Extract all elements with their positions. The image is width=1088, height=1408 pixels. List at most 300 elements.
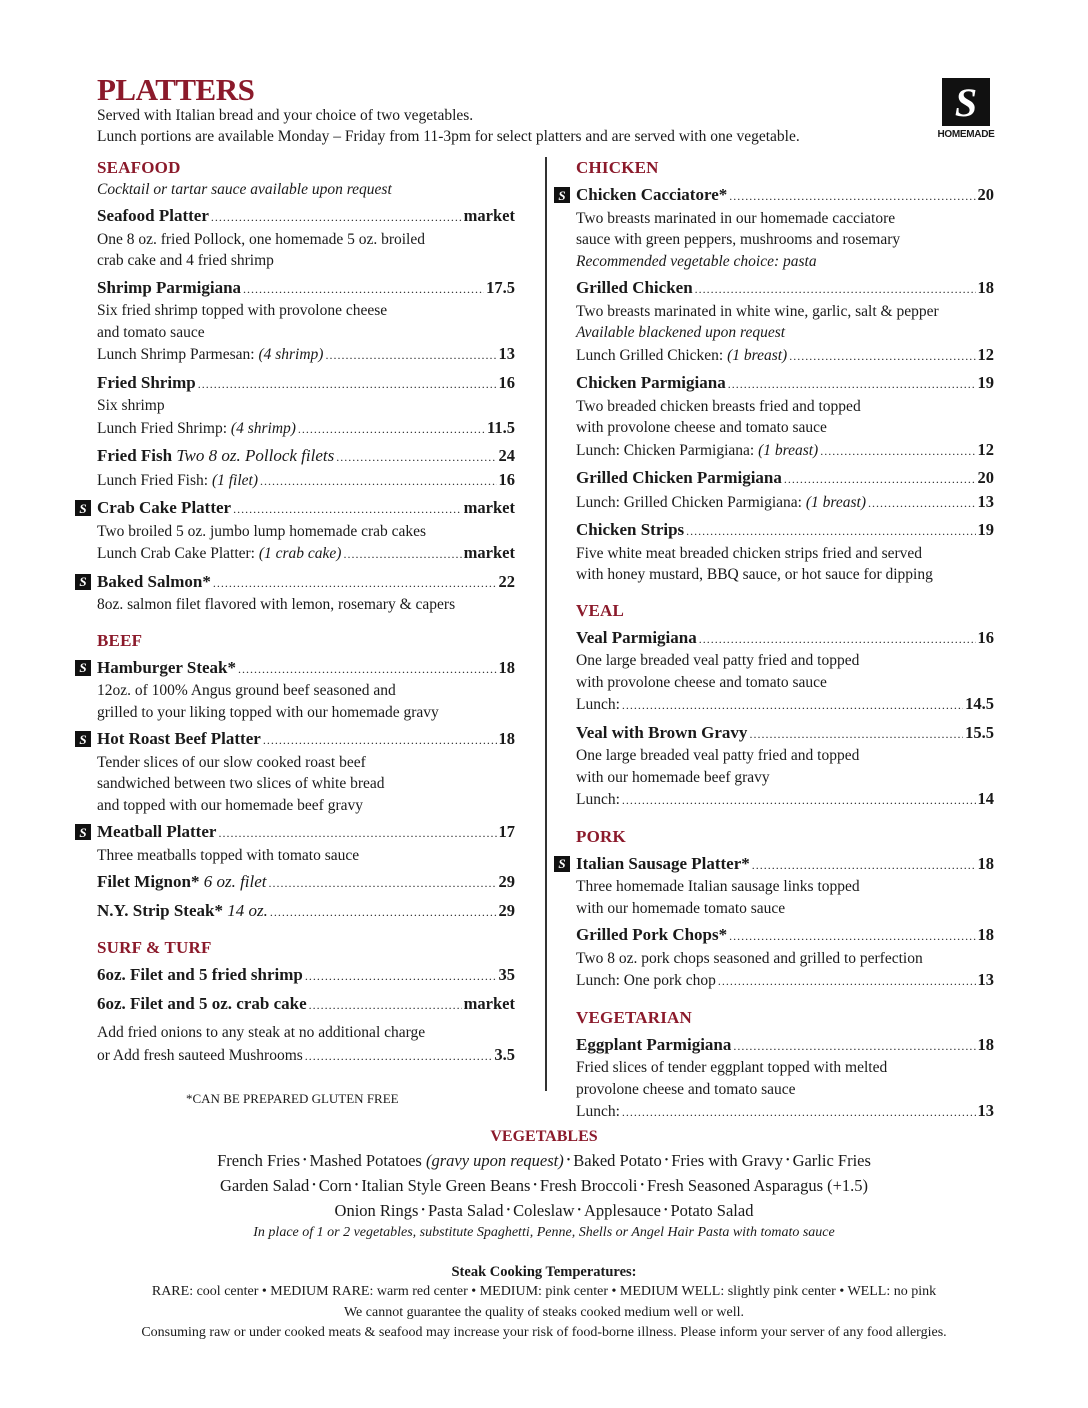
- vegetables-heading: VEGETABLES: [490, 1128, 598, 1145]
- menu-item-price: 16: [498, 372, 515, 392]
- lunch-price: market: [463, 543, 515, 562]
- menu-item-name: [97, 993, 307, 1015]
- menu-item-description: Five white meat breaded chicken strips fried and served: [576, 544, 923, 562]
- lunch-portion-row: [576, 788, 994, 812]
- menu-item-note: Available blackened upon request: [576, 324, 786, 341]
- homemade-badge-icon: S: [554, 856, 570, 872]
- lunch-detail: (4 shrimp): [230, 419, 296, 437]
- menu-item-price: market: [463, 498, 515, 517]
- menu-item-name: [576, 277, 693, 299]
- vegetarian-items: [576, 1034, 994, 1124]
- lunch-price: 13: [977, 970, 994, 989]
- section-heading-vegetarian: VEGETARIAN: [576, 1007, 692, 1027]
- homemade-badge-icon: S: [75, 660, 91, 676]
- vegetable-option: Potato Salad: [670, 1201, 754, 1220]
- leader-dots: [784, 469, 976, 491]
- lunch-label: [576, 345, 787, 367]
- vegetable-option: Pasta Salad: [427, 1201, 504, 1220]
- menu-item-note: Recommended vegetable choice: pasta: [576, 252, 817, 270]
- lunch-portion-row: [576, 491, 994, 515]
- lunch-label: [97, 470, 258, 492]
- left-column: [79, 157, 515, 1067]
- menu-item-price: 18: [498, 657, 515, 677]
- menu-item-chicken-cacciatore: [558, 184, 994, 272]
- menu-item-name-text: Hamburger Steak*: [97, 657, 236, 677]
- lunch-portion-row: [97, 469, 515, 493]
- addon-row: [97, 1044, 515, 1068]
- lunch-price: 14.5: [965, 694, 994, 713]
- lunch-price: 12: [977, 344, 994, 364]
- bullet-separator: •: [786, 1155, 790, 1166]
- menu-item-row: [576, 184, 994, 208]
- menu-item-row: [97, 871, 515, 895]
- menu-item-name-text: Grilled Chicken Parmigiana: [576, 468, 782, 487]
- menu-item-price: 18: [977, 925, 994, 944]
- menu-item-description: sauce with green peppers, mushrooms and rosemary: [576, 231, 901, 248]
- homemade-logo-label: HOMEMADE: [937, 129, 995, 140]
- lunch-label: [576, 1101, 620, 1123]
- menu-item-name: [97, 821, 216, 843]
- menu-item-name-text: Chicken Cacciatore*: [576, 185, 728, 204]
- menu-item-name-text: Baked Salmon*: [97, 571, 211, 591]
- lunch-portion-row: [576, 1100, 994, 1124]
- leader-dots: [699, 629, 976, 651]
- bullet-separator: •: [354, 1180, 359, 1191]
- menu-item-grilled-chicken-parmigiana: [576, 467, 994, 514]
- menu-item-name: [97, 445, 334, 467]
- homemade-logo-icon: S: [942, 78, 990, 126]
- menu-item-name: [97, 728, 261, 750]
- menu-item-name: [97, 497, 231, 519]
- menu-item-description: Two breaded chicken breasts fried and topped: [576, 397, 861, 415]
- menu-item-price: 19: [977, 373, 994, 392]
- menu-item-description: 8oz. salmon filet flavored with lemon, rosemary & capers: [97, 596, 456, 613]
- menu-item-chicken-strips: [576, 519, 994, 586]
- leader-dots: [343, 544, 461, 566]
- menu-item-row: [97, 445, 515, 469]
- intro-line-2: Lunch portions are available Monday – Friday from 11-3pm for select platters and are served with one vegetable.: [97, 128, 800, 145]
- gluten-free-note: *CAN BE PREPARED GLUTEN FREE: [186, 1091, 399, 1106]
- vegetable-option: Corn: [318, 1176, 352, 1195]
- leader-dots: [305, 966, 497, 988]
- leader-dots: [309, 995, 462, 1017]
- leader-dots: [695, 279, 976, 301]
- menu-item-name: [576, 519, 684, 541]
- menu-item-price: 18: [977, 278, 994, 297]
- menu-item-shrimp-parmigiana: [97, 277, 515, 367]
- menu-item-name: [576, 627, 697, 649]
- menu-item-price: 17: [498, 822, 515, 841]
- leader-dots: [213, 573, 497, 595]
- pork-items: [558, 853, 994, 993]
- steak-guarantee-note: We cannot guarantee the quality of steaks cooked medium well or well.: [343, 1304, 745, 1320]
- steak-temps-line: RARE: cool center • MEDIUM RARE: warm red center • MEDIUM: pink center • MEDIUM WELL: slightly pink center • WELL: no pink: [151, 1284, 937, 1299]
- menu-item-price: 22: [498, 571, 515, 591]
- menu-item-name-detail: Two 8 oz. Pollock filets: [176, 446, 335, 465]
- menu-item-name-text: 6oz. Filet and 5 fried shrimp: [97, 965, 303, 984]
- menu-item-price: 20: [977, 468, 994, 487]
- lunch-label: [97, 418, 296, 440]
- menu-item-description: with provolone cheese and tomato sauce: [576, 419, 827, 436]
- bullet-separator: •: [566, 1155, 571, 1166]
- vegetable-option: Onion Rings: [334, 1201, 419, 1220]
- menu-item-description: with provolone cheese and tomato sauce: [576, 673, 827, 691]
- beef-items: [79, 657, 515, 924]
- seafood-note: Cocktail or tartar sauce available upon request: [97, 181, 392, 198]
- menu-item-name-text: Grilled Chicken: [576, 278, 693, 297]
- lunch-label: [97, 543, 341, 565]
- menu-item-price: market: [463, 206, 515, 225]
- page-title: PLATTERS: [97, 72, 255, 107]
- menu-item-name-text: Chicken Strips: [576, 520, 685, 539]
- section-heading-surf-turf: SURF & TURF: [97, 938, 212, 957]
- lunch-price: 16: [498, 469, 515, 489]
- menu-item-description: provolone cheese and tomato sauce: [576, 1080, 796, 1098]
- steak-temperatures-section: [0, 1262, 1088, 1344]
- lunch-portion-row: [97, 417, 515, 441]
- menu-item-6oz-filet-and-5-oz-crab-cake: [97, 993, 515, 1017]
- menu-item-row: [576, 372, 994, 396]
- lunch-label: [576, 970, 716, 992]
- menu-item-grilled-pork-chops: [576, 924, 994, 993]
- column-divider: [545, 157, 547, 1091]
- menu-item-description: One 8 oz. fried Pollock, one homemade 5 oz. broiled: [97, 230, 425, 248]
- food-safety-warning: Consuming raw or under cooked meats & seafood may increase your risk of food-borne illness. Please inform your server of any food allergies.: [141, 1325, 947, 1340]
- vegetables-line-2: [0, 1173, 1088, 1198]
- menu-item-row: [97, 497, 515, 521]
- menu-item-description: and tomato sauce: [97, 323, 205, 341]
- right-column: [558, 157, 994, 1124]
- menu-item-name-text: Fried Fish: [97, 446, 173, 465]
- menu-item-description: with honey mustard, BBQ sauce, or hot sauce for dipping: [576, 566, 933, 583]
- menu-item-name: [576, 372, 726, 394]
- menu-item-italian-sausage-platter: [558, 853, 994, 920]
- menu-item-meatball-platter: [79, 821, 515, 866]
- addon-price: 3.5: [494, 1044, 515, 1064]
- menu-item-description: Three homemade Italian sausage links topped: [576, 878, 860, 895]
- lunch-label: [576, 440, 818, 462]
- menu-item-row: [97, 571, 515, 595]
- menu-item-name: [576, 853, 750, 875]
- vegetable-option: Coleslaw: [513, 1201, 575, 1220]
- leader-dots: [238, 659, 497, 681]
- lunch-price: 12: [977, 439, 994, 459]
- vegetable-option: Mashed Potatoes: [309, 1151, 422, 1170]
- bullet-separator: •: [421, 1205, 425, 1216]
- menu-item-crab-cake-platter: [79, 497, 515, 566]
- homemade-badge-icon: S: [75, 824, 91, 840]
- menu-item-row: [576, 722, 994, 746]
- menu-item-name-detail: 14 oz.: [227, 900, 268, 920]
- menu-item-filet-mignon: [97, 871, 515, 895]
- vegetable-option: Garlic Fries: [792, 1151, 871, 1170]
- leader-dots: [336, 447, 496, 469]
- lunch-label-text: Lunch:: [576, 696, 620, 713]
- vegetable-option: Italian Style Green Beans: [361, 1176, 531, 1195]
- menu-item-price: 19: [977, 520, 994, 539]
- leader-dots: [686, 521, 975, 543]
- lunch-price: 14: [977, 789, 994, 808]
- menu-item-name-text: Seafood Platter: [97, 206, 209, 225]
- menu-item-name-text: Italian Sausage Platter*: [576, 853, 750, 873]
- leader-dots: [233, 499, 462, 521]
- lunch-label-text: Lunch: Grilled Chicken Parmigiana:: [576, 493, 806, 511]
- lunch-price: 13: [977, 491, 994, 511]
- menu-item-description: Fried slices of tender eggplant topped with melted: [576, 1059, 888, 1076]
- menu-item-description: and topped with our homemade beef gravy: [97, 796, 363, 814]
- menu-item-description: crab cake and 4 fried shrimp: [97, 252, 274, 269]
- menu-item-description: with our homemade tomato sauce: [576, 899, 786, 917]
- menu-item-name-text: Fried Shrimp: [97, 372, 196, 392]
- menu-item-description: sandwiched between two slices of white bread: [97, 775, 385, 792]
- lunch-portion-row: [576, 439, 994, 463]
- menu-item-name: [576, 924, 727, 946]
- leader-dots: [733, 1036, 975, 1058]
- leader-dots: [263, 730, 497, 752]
- lunch-portion-row: [576, 344, 994, 368]
- menu-item-price: 29: [498, 872, 515, 891]
- homemade-badge-icon: S: [554, 187, 570, 203]
- menu-item-description: Six fried shrimp topped with provolone cheese: [97, 302, 388, 319]
- section-heading-pork: PORK: [576, 826, 626, 846]
- bullet-separator: •: [663, 1205, 668, 1216]
- bullet-separator: •: [303, 1155, 307, 1166]
- menu-item-price: 18: [498, 729, 515, 748]
- leader-dots: [729, 926, 975, 948]
- menu-item-row: [97, 821, 515, 845]
- menu-item-row: [576, 277, 994, 301]
- menu-item-name-text: Meatball Platter: [97, 822, 217, 841]
- menu-item-name-text: N.Y. Strip Steak*: [97, 900, 223, 920]
- menu-item-hamburger-steak: [79, 657, 515, 724]
- vegetables-line-1: [0, 1148, 1088, 1173]
- menu-item-name-text: Filet Mignon*: [97, 872, 200, 891]
- lunch-price: 11.5: [487, 417, 515, 437]
- lunch-portion-row: [97, 343, 515, 367]
- leader-dots: [218, 823, 496, 845]
- leader-dots: [211, 207, 462, 229]
- menu-item-name-detail: 6 oz. filet: [203, 872, 267, 891]
- lunch-label-text: Lunch Crab Cake Platter:: [97, 545, 259, 562]
- menu-item-name: [576, 467, 782, 489]
- menu-item-price: 29: [498, 900, 515, 920]
- menu-item-row: [576, 924, 994, 948]
- menu-item-row: [576, 853, 994, 877]
- menu-item-n-y-strip-steak: [97, 900, 515, 924]
- lunch-label-text: Lunch:: [576, 791, 620, 808]
- section-heading-veal: VEAL: [576, 600, 625, 620]
- menu-item-description: Tender slices of our slow cooked roast beef: [97, 753, 366, 771]
- menu-item-name: [97, 657, 236, 679]
- vegetable-option: French Fries: [217, 1151, 301, 1170]
- menu-item-row: [576, 1034, 994, 1058]
- menu-item-chicken-parmigiana: [576, 372, 994, 462]
- menu-item-description: Six shrimp: [97, 397, 165, 414]
- menu-item-description: with our homemade beef gravy: [576, 768, 770, 786]
- leader-dots: [198, 374, 497, 396]
- menu-item-name-text: Crab Cake Platter: [97, 498, 232, 517]
- menu-item-row: [97, 728, 515, 752]
- menu-item-row: [576, 467, 994, 491]
- lunch-detail: (4 shrimp): [258, 346, 324, 363]
- leader-dots: [728, 374, 976, 396]
- menu-item-row: [576, 519, 994, 543]
- menu-item-row: [97, 964, 515, 988]
- bullet-separator: •: [577, 1205, 582, 1216]
- lunch-portion-row: [97, 542, 515, 566]
- addon-item: [97, 1022, 515, 1067]
- lunch-detail: (1 breast): [758, 441, 819, 459]
- lunch-price: 13: [498, 344, 515, 363]
- section-heading-seafood: SEAFOOD: [97, 158, 181, 177]
- leader-dots: [749, 724, 963, 746]
- lunch-label: [576, 492, 866, 514]
- menu-item-row: [97, 993, 515, 1017]
- vegetable-option: Fries with Gravy: [671, 1151, 784, 1170]
- steak-temps-heading: Steak Cooking Temperatures:: [451, 1264, 637, 1280]
- menu-item-name: [97, 277, 241, 299]
- lunch-label-text: Lunch Shrimp Parmesan:: [97, 346, 259, 363]
- surf-turf-items: [97, 964, 515, 1016]
- menu-item-veal-with-brown-gravy: [576, 722, 994, 812]
- menu-item-description: 12oz. of 100% Angus ground beef seasoned and: [97, 682, 396, 699]
- leader-dots: [718, 971, 976, 993]
- leader-dots: [820, 441, 975, 463]
- menu-item-name-text: Hot Roast Beef Platter: [97, 729, 261, 748]
- menu-item-eggplant-parmigiana: [576, 1034, 994, 1124]
- section-heading-chicken: CHICKEN: [576, 158, 659, 177]
- menu-item-row: [97, 657, 515, 681]
- homemade-badge-icon: S: [75, 731, 91, 747]
- menu-item-description: grilled to your liking topped with our homemade gravy: [97, 703, 439, 721]
- menu-item-description: One large breaded veal patty fried and topped: [576, 652, 860, 669]
- menu-item-name-text: Eggplant Parmigiana: [576, 1034, 732, 1054]
- lunch-label-text: Lunch Grilled Chicken:: [576, 346, 728, 364]
- menu-item-name: [97, 372, 196, 394]
- leader-dots: [305, 1046, 493, 1068]
- leader-dots: [269, 873, 497, 895]
- lunch-detail: (1 filet): [211, 471, 259, 489]
- menu-item-seafood-platter: [97, 205, 515, 272]
- vegetable-note: (gravy upon request): [425, 1151, 564, 1170]
- menu-item-name-text: Veal with Brown Gravy: [576, 722, 748, 742]
- menu-item-fried-shrimp: [97, 372, 515, 441]
- homemade-badge-icon: S: [75, 574, 91, 590]
- menu-item-name-text: Chicken Parmigiana: [576, 373, 726, 392]
- menu-item-name-text: Veal Parmigiana: [576, 627, 697, 647]
- leader-dots: [789, 346, 975, 368]
- veal-items: [576, 627, 994, 812]
- menu-item-name: [97, 205, 209, 227]
- menu-item-name-text: Shrimp Parmigiana: [97, 277, 242, 297]
- lunch-label: [576, 789, 620, 811]
- menu-item-name: [97, 571, 211, 593]
- lunch-detail: (1 crab cake): [258, 545, 342, 562]
- leader-dots: [298, 419, 485, 441]
- menu-item-name-text: 6oz. Filet and 5 oz. crab cake: [97, 993, 307, 1013]
- menu-item-price: 20: [977, 185, 994, 204]
- vegetable-option: Baked Potato: [573, 1151, 662, 1170]
- lunch-portion-row: [576, 969, 994, 993]
- menu-item-description: Three meatballs topped with tomato sauce: [97, 846, 360, 864]
- pasta-substitute-note: In place of 1 or 2 vegetables, substitute Spaghetti, Penne, Shells or Angel Hair Pasta with tomato sauce: [253, 1225, 835, 1240]
- menu-item-hot-roast-beef-platter: [79, 728, 515, 816]
- menu-item-price: 35: [498, 965, 515, 984]
- vegetable-option: Fresh Seasoned Asparagus (+1.5): [647, 1176, 869, 1195]
- vegetable-option: Applesauce: [584, 1201, 661, 1220]
- leader-dots: [729, 186, 975, 208]
- addon-line-2: or Add fresh sauteed Mushrooms: [97, 1046, 303, 1064]
- menu-item-row: [576, 627, 994, 651]
- homemade-badge-icon: S: [75, 500, 91, 516]
- addon-line-1: Add fried onions to any steak at no additional charge: [97, 1024, 426, 1041]
- menu-item-name: [97, 964, 303, 986]
- vegetables-line-3: [0, 1198, 1088, 1223]
- lunch-label-text: Lunch: Chicken Parmigiana:: [576, 441, 759, 459]
- vegetable-option: Fresh Broccoli: [539, 1176, 638, 1195]
- section-heading-beef: BEEF: [97, 630, 143, 650]
- bullet-separator: •: [664, 1155, 669, 1166]
- bullet-separator: •: [640, 1180, 645, 1191]
- lunch-label: [576, 694, 620, 716]
- lunch-detail: (1 breast): [727, 346, 788, 364]
- leader-dots: [325, 345, 496, 367]
- intro-line-1: Served with Italian bread and your choice of two vegetables.: [97, 107, 474, 124]
- bullet-separator: •: [506, 1205, 511, 1216]
- menu-item-price: 15.5: [965, 722, 994, 742]
- leader-dots: [868, 493, 976, 515]
- menu-item-row: [97, 900, 515, 924]
- seafood-items: [79, 205, 515, 616]
- menu-item-fried-fish: [97, 445, 515, 492]
- menu-item-row: [97, 277, 515, 301]
- lunch-portion-row: [576, 693, 994, 717]
- lunch-label-text: Lunch Fried Fish:: [97, 471, 212, 489]
- menu-item-name: [97, 900, 268, 922]
- lunch-label-text: Lunch: One pork chop: [576, 972, 716, 989]
- leader-dots: [622, 1102, 976, 1124]
- menu-item-price: 17.5: [486, 277, 515, 297]
- leader-dots: [270, 902, 497, 924]
- menu-item-description: Two 8 oz. pork chops seasoned and grilled to perfection: [576, 949, 923, 967]
- menu-item-row: [97, 205, 515, 229]
- menu-item-description: Two breasts marinated in our homemade cacciatore: [576, 209, 896, 227]
- lunch-detail: (1 breast): [805, 493, 866, 511]
- lunch-label-text: Lunch:: [576, 1103, 620, 1120]
- leader-dots: [752, 855, 976, 877]
- menu-item-name-text: Grilled Pork Chops*: [576, 925, 728, 944]
- menu-item-name: [576, 722, 747, 744]
- leader-dots: [622, 695, 963, 717]
- menu-item-price: 18: [977, 1034, 994, 1054]
- bullet-separator: •: [533, 1180, 537, 1191]
- menu-item-description: One large breaded veal patty fried and topped: [576, 747, 860, 764]
- menu-item-baked-salmon: [79, 571, 515, 616]
- lunch-label: [97, 344, 323, 366]
- lunch-price: 13: [977, 1101, 994, 1120]
- menu-item-price: 18: [977, 853, 994, 873]
- menu-item-price: 24: [498, 446, 515, 465]
- menu-item-name: [576, 1034, 731, 1056]
- menu-item-price: market: [463, 993, 515, 1013]
- menu-item-description: Two breasts marinated in white wine, garlic, salt & pepper: [576, 302, 939, 320]
- leader-dots: [622, 790, 976, 812]
- menu-item-name: [576, 184, 727, 206]
- menu-item-grilled-chicken: [576, 277, 994, 367]
- vegetables-section: [0, 1126, 1088, 1243]
- bullet-separator: •: [312, 1180, 316, 1191]
- menu-item-row: [97, 372, 515, 396]
